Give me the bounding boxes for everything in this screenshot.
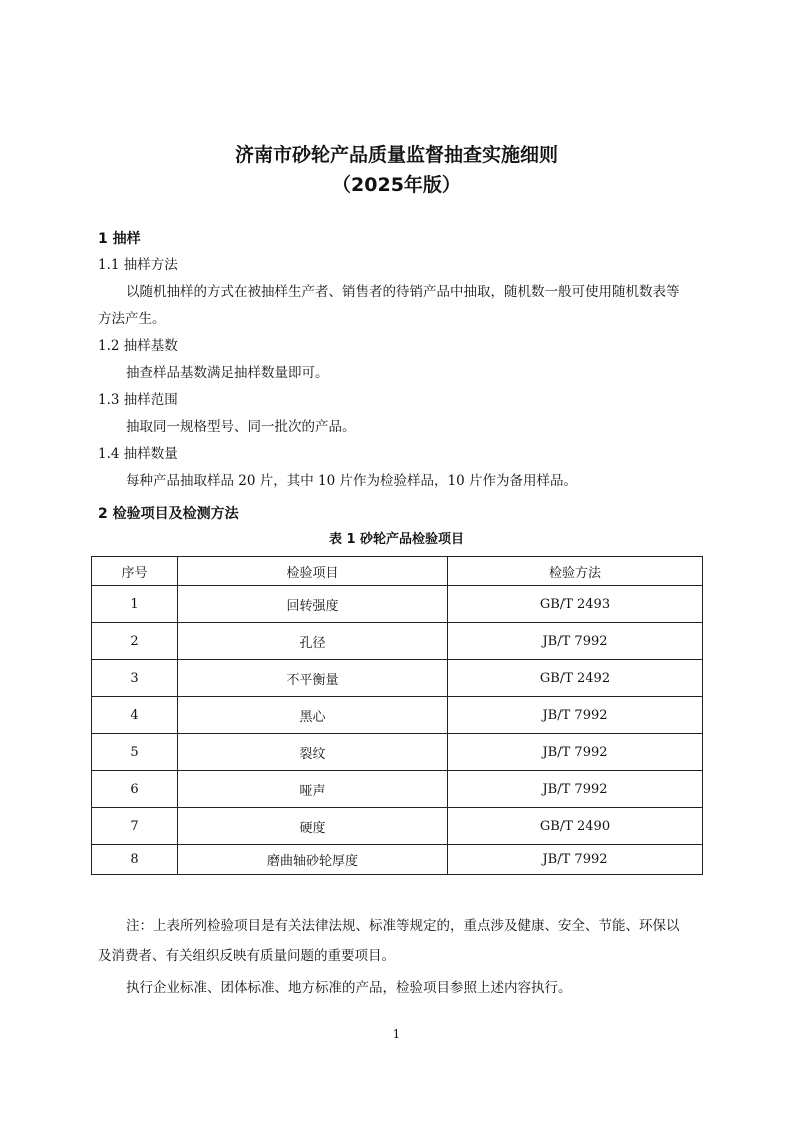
cell-method: GB/T 2490 <box>448 808 703 845</box>
cell-item: 硬度 <box>178 808 448 845</box>
section-1-3-text: 抽取同一规格型号、同一批次的产品。 <box>126 419 356 435</box>
table-row <box>92 808 703 845</box>
header-index: 序号 <box>92 557 178 586</box>
section-1-1-text-line1: 以随机抽样的方式在被抽样生产者、销售者的待销产品中抽取，随机数一般可使用随机数表等 <box>126 284 680 300</box>
cell-method: JB/T 7992 <box>448 697 703 734</box>
header-item: 检验项目 <box>178 557 448 586</box>
section-1-4-heading: 1.4 抽样数量 <box>98 446 178 462</box>
cell-method: GB/T 2493 <box>448 586 703 623</box>
document-subtitle: （2025年版） <box>332 174 461 196</box>
cell-index: 6 <box>92 771 178 808</box>
table-row <box>92 660 703 697</box>
cell-method: GB/T 2492 <box>448 660 703 697</box>
section-1-3-heading: 1.3 抽样范围 <box>98 392 178 408</box>
cell-method: JB/T 7992 <box>448 771 703 808</box>
cell-index: 8 <box>92 845 178 875</box>
section-1-1-text-line2: 方法产生。 <box>98 311 166 327</box>
table-header-row <box>92 557 703 586</box>
cell-item: 磨曲轴砂轮厚度 <box>178 845 448 875</box>
cell-method: JB/T 7992 <box>448 734 703 771</box>
cell-item: 孔径 <box>178 623 448 660</box>
note-line3: 执行企业标准、团体标准、地方标准的产品，检验项目参照上述内容执行。 <box>126 980 572 996</box>
note-line1: 注：上表所列检验项目是有关法律法规、标准等规定的，重点涉及健康、安全、节能、环保以 <box>126 918 680 934</box>
table-row <box>92 771 703 808</box>
table-row <box>92 734 703 771</box>
inspection-items-table <box>91 556 703 875</box>
cell-index: 2 <box>92 623 178 660</box>
cell-index: 5 <box>92 734 178 771</box>
cell-item: 不平衡量 <box>178 660 448 697</box>
cell-method: JB/T 7992 <box>448 623 703 660</box>
document-title: 济南市砂轮产品质量监督抽查实施细则 <box>234 144 558 166</box>
header-method: 检验方法 <box>448 557 703 586</box>
table-row <box>92 586 703 623</box>
section-1-1-heading: 1.1 抽样方法 <box>98 257 178 273</box>
section-1-2-heading: 1.2 抽样基数 <box>98 338 178 354</box>
cell-index: 3 <box>92 660 178 697</box>
table-row <box>92 697 703 734</box>
cell-index: 1 <box>92 586 178 623</box>
section-1-heading: 1 抽样 <box>98 231 141 247</box>
cell-index: 4 <box>92 697 178 734</box>
table-caption: 表 1 砂轮产品检验项目 <box>328 532 465 547</box>
cell-index: 7 <box>92 808 178 845</box>
note-line2: 及消费者、有关组织反映有质量问题的重要项目。 <box>98 948 395 964</box>
cell-method: JB/T 7992 <box>448 845 703 875</box>
table-row <box>92 623 703 660</box>
section-2-heading: 2 检验项目及检测方法 <box>98 506 239 522</box>
cell-item: 裂纹 <box>178 734 448 771</box>
page-number: 1 <box>392 1027 401 1041</box>
cell-item: 黑心 <box>178 697 448 734</box>
cell-item: 哑声 <box>178 771 448 808</box>
section-1-2-text: 抽查样品基数满足抽样数量即可。 <box>126 365 329 381</box>
table-row <box>92 845 703 875</box>
cell-item: 回转强度 <box>178 586 448 623</box>
section-1-4-text: 每种产品抽取样品 20 片，其中 10 片作为检验样品，10 片作为备用样品。 <box>126 473 577 489</box>
